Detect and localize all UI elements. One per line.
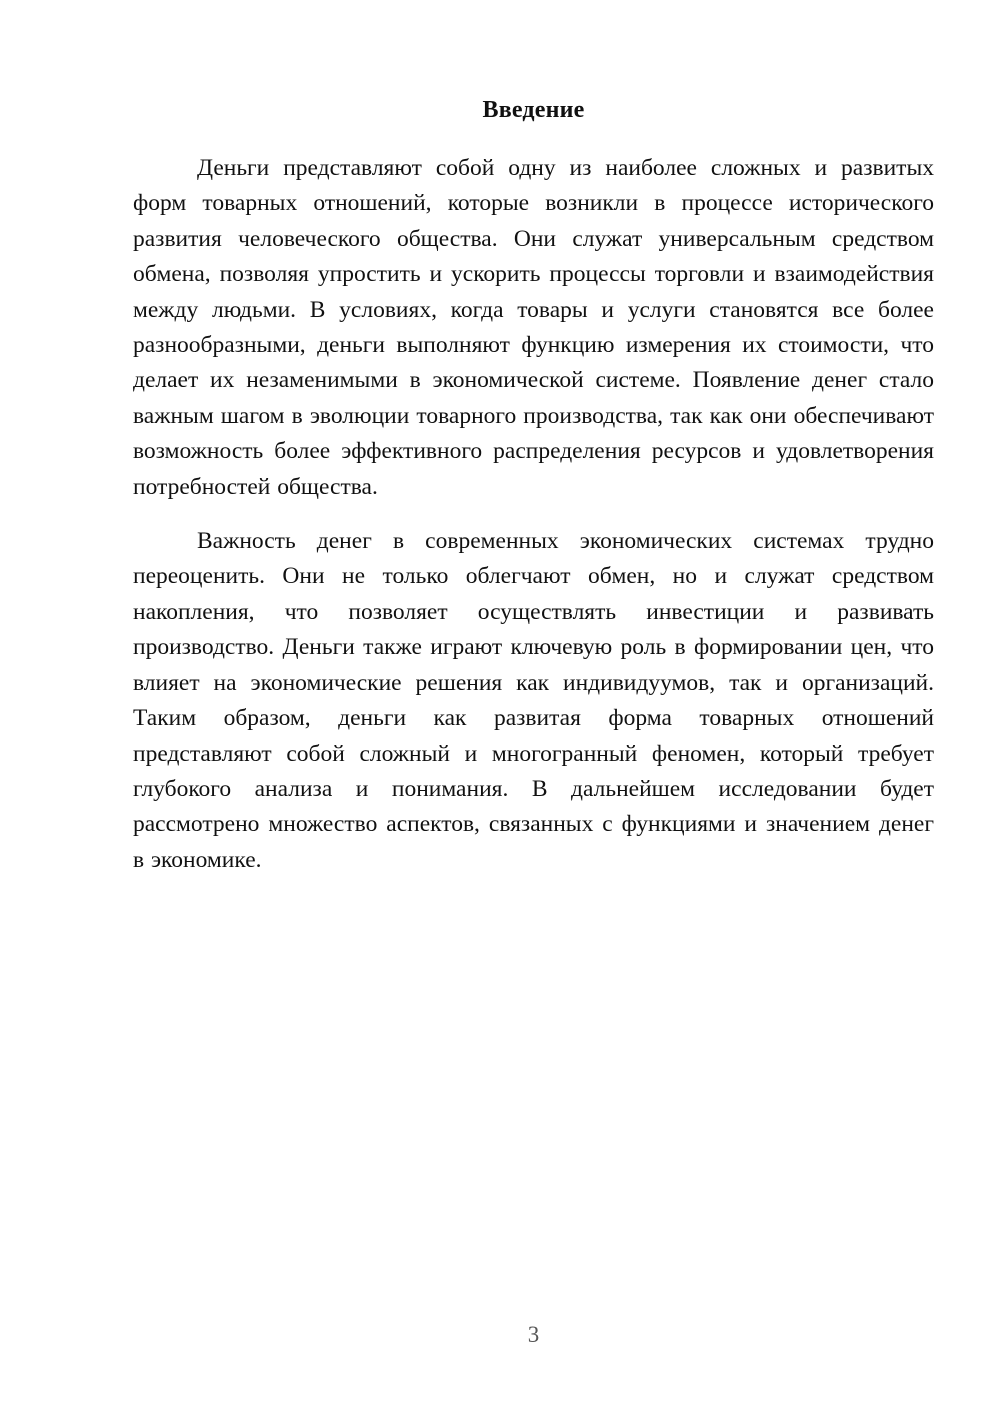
page-number: 3 xyxy=(527,1322,540,1347)
page-title: Введение xyxy=(482,97,585,123)
paragraph-money-definition: Деньги представляют собой одну из наиболее сложных и развитых форм товарных отношений, которые возникли в процессе исторического развития человеческого общества. Они служат универсальным средством обмена, позволяя упростить и ускорить процессы торговли и взаимодействия между людьми. В условиях, когда товары и услуги становятся все более разнообразными, деньги выполняют функцию измерения их стоимости, что делает их незаменимыми в экономической системе. Появление денег стало важным шагом в эволюции товарного производства, так как они обеспечивают возможность более эффективного распределения ресурсов и удовлетворения потребностей общества. xyxy=(133,155,934,500)
paragraph-money-importance: Важность денег в современных экономических системах трудно переоценить. Они не только облегчают обмен, но и служат средством накопления, что позволяет осуществлять инвестиции и развивать производство. Деньги также играют ключевую роль в формировании цен, что влияет на экономические решения как индивидуумов, так и организаций. Таким образом, деньги как развитая форма товарных отношений представляют собой сложный и многогранный феномен, который требует глубокого анализа и понимания. В дальнейшем исследовании будет рассмотрено множество аспектов, связанных с функциями и значением денег в экономике. xyxy=(133,528,934,873)
